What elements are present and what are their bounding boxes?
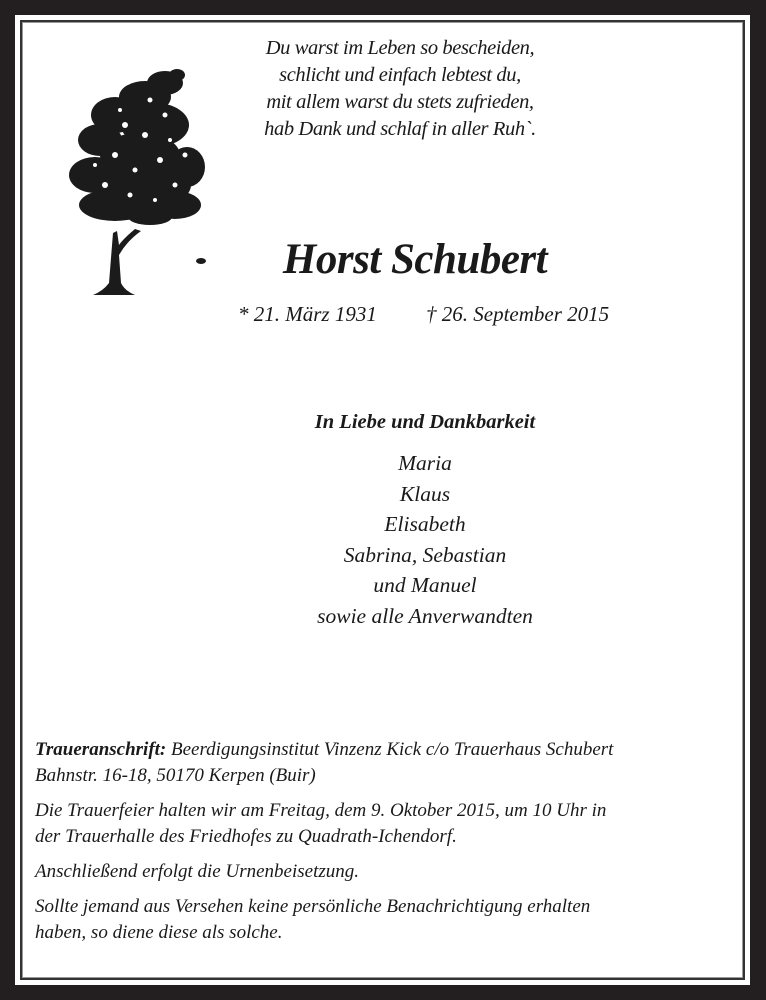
address-label: Traueranschrift:: [35, 739, 167, 760]
notice-line-2: haben, so diene diese als solche.: [35, 922, 283, 943]
poem-line: schlicht und einfach lebtest du,: [279, 64, 521, 86]
notice-info: [35, 894, 755, 946]
death-date: † 26. September 2015: [426, 302, 610, 326]
mourner-name: und Manuel: [373, 573, 477, 597]
mourning-address: [35, 737, 755, 789]
address-line-2: Bahnstr. 16-18, 50170 Kerpen (Buir): [35, 765, 316, 786]
funeral-info: [35, 737, 755, 955]
mourner-name: Klaus: [399, 481, 451, 506]
ceremony-line-2: der Trauerhalle des Friedhofes zu Quadrath-Ichendorf.: [35, 826, 457, 847]
mourner-name: Maria: [398, 451, 452, 475]
poem-line: hab Dank und schlaf in aller Ruh`.: [264, 118, 536, 140]
mourner-name: Elisabeth: [384, 512, 466, 536]
birth-date: * 21. März 1931: [238, 302, 377, 326]
mourner-name: sowie alle Anverwandten: [317, 603, 533, 628]
poem: [205, 35, 595, 143]
poem-line: mit allem warst du stets zufrieden,: [266, 91, 534, 113]
obituary-card: [15, 15, 750, 985]
burial-info: Anschließend erfolgt die Urnenbeisetzung.: [35, 861, 359, 882]
mourners-heading: In Liebe und Dankbarkeit: [314, 411, 536, 433]
mourner-name: Sabrina, Sebastian: [343, 542, 507, 567]
deceased-name: Horst Schubert: [282, 236, 548, 283]
ceremony-line-1: Die Trauerfeier halten wir am Freitag, dem 9. Oktober 2015, um 10 Uhr in: [35, 800, 607, 821]
notice-line-1: Sollte jemand aus Versehen keine persönliche Benachrichtigung erhalten: [35, 896, 591, 917]
mourners-list: [175, 448, 675, 631]
address-line-1: Beerdigungsinstitut Vinzenz Kick c/o Trauerhaus Schubert: [166, 739, 614, 760]
poem-line: Du warst im Leben so bescheiden,: [265, 37, 535, 59]
ceremony-info: [35, 798, 755, 850]
